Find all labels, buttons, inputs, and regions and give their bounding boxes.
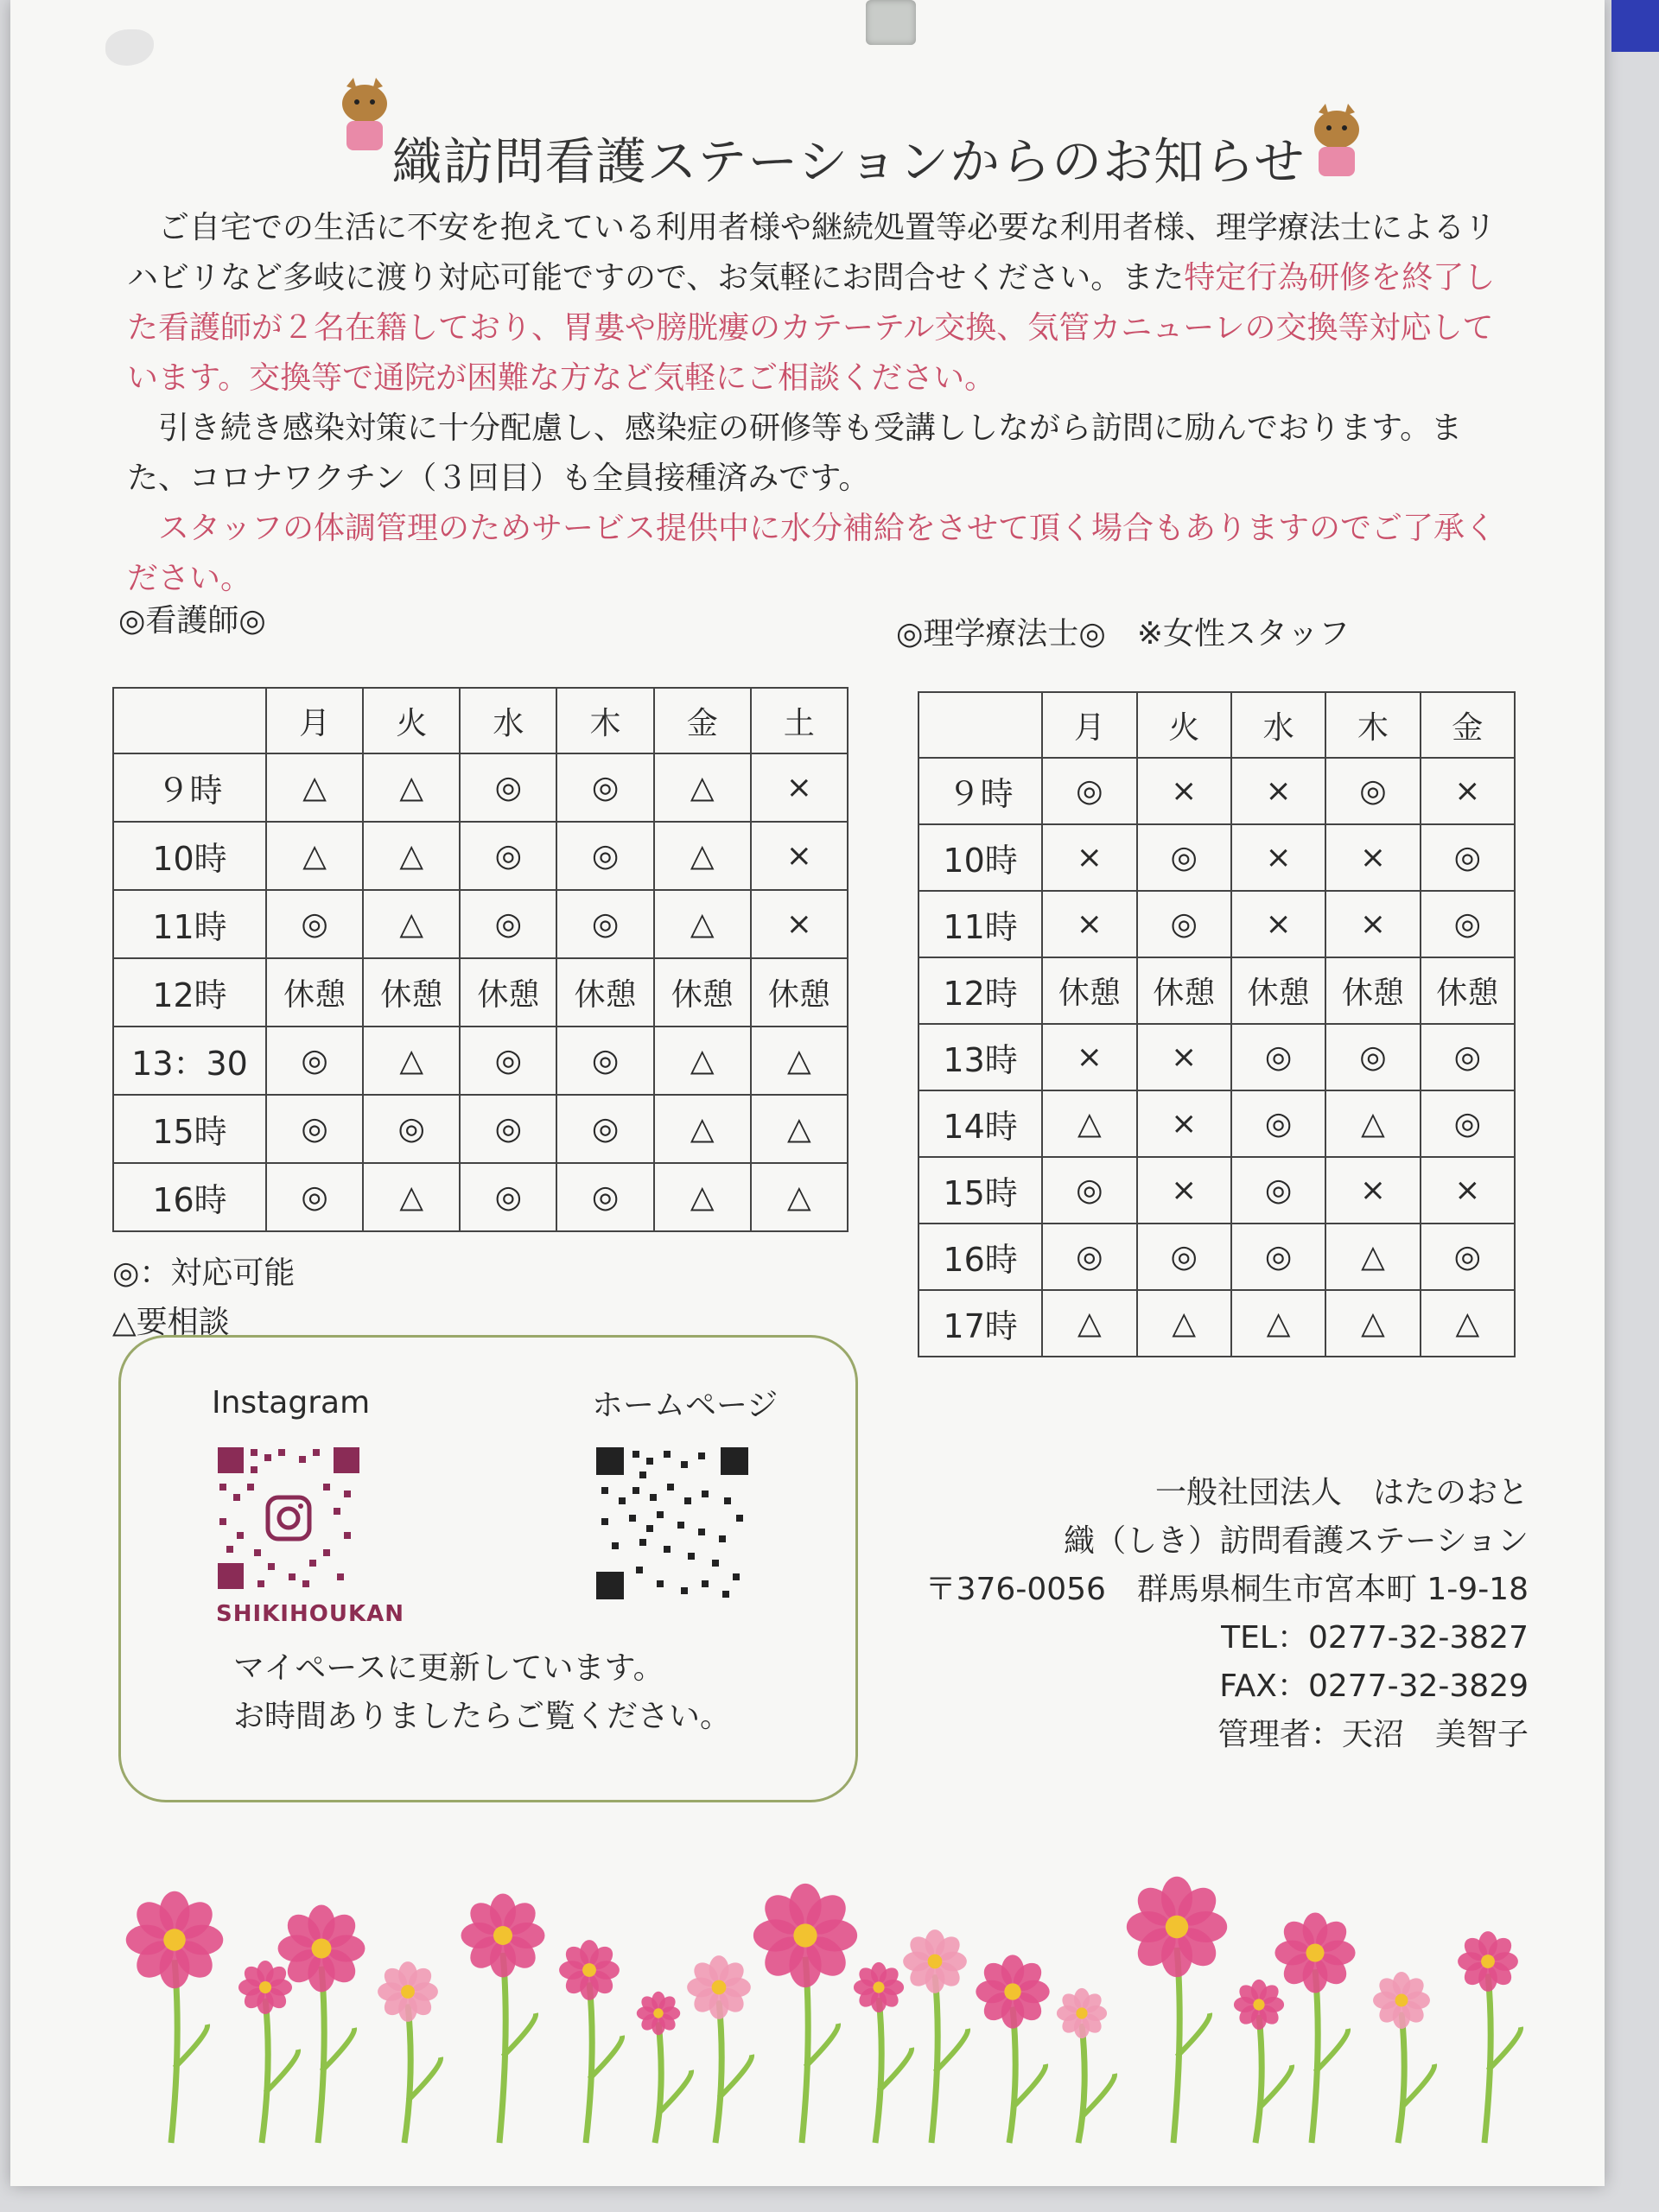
pt-status-cell: ×: [1042, 824, 1136, 891]
pt-status-cell: 休憩: [1325, 957, 1420, 1024]
intro-p1-highlight: 特定行為研修を終了した看護師が２名在籍しており、胃婁や膀胱瘻のカテーテル交換、気管カニューレの交換等対応しています。交換等で通院が困難な方など気軽にご相談ください。: [127, 260, 1496, 396]
intro-paragraph-1: [127, 203, 1514, 404]
nurse-status-cell: ◎: [460, 753, 556, 822]
postal-address: [785, 1566, 1529, 1614]
nurse-status-cell: ◎: [460, 1163, 556, 1231]
pt-status-cell: ×: [1231, 891, 1325, 957]
pt-time-cell: 11時: [918, 891, 1042, 957]
pt-status-cell: ◎: [1042, 758, 1136, 824]
pt-time-cell: ９時: [918, 758, 1042, 824]
nurse-table-row: [113, 1027, 848, 1095]
pt-time-cell: 15時: [918, 1157, 1042, 1224]
pt-status-cell: ◎: [1042, 1224, 1136, 1290]
nurse-status-cell: 休憩: [556, 958, 653, 1027]
station-name: 織（しき）訪問看護ステーション: [1064, 1523, 1529, 1559]
pt-status-cell: ◎: [1421, 824, 1515, 891]
instagram-label: Instagram: [212, 1385, 371, 1421]
page-title: 織訪問看護ステーションからのお知らせ: [391, 132, 1306, 191]
nurse-table-body: [113, 753, 848, 1231]
cosmos-flower: [687, 1955, 752, 2143]
pt-status-cell: 休憩: [1231, 957, 1325, 1024]
pt-day-header: 木: [1325, 692, 1420, 758]
tape-clip: [866, 0, 916, 45]
homepage-qr-code[interactable]: [594, 1446, 750, 1601]
nurse-status-cell: △: [363, 1163, 460, 1231]
pt-status-cell: △: [1325, 1290, 1420, 1357]
cosmos-flowers-illustration: [97, 1840, 1548, 2152]
nurse-status-cell: △: [751, 1163, 848, 1231]
pt-status-cell: ×: [1231, 824, 1325, 891]
pt-status-cell: 休憩: [1137, 957, 1231, 1024]
fax-number: FAX：0277-32-3829: [1219, 1669, 1529, 1704]
cosmos-flower: [1127, 1877, 1227, 2143]
cosmos-flower: [559, 1940, 622, 2143]
nurse-status-cell: ◎: [460, 822, 556, 890]
pt-status-cell: △: [1042, 1090, 1136, 1157]
pt-status-cell: 休憩: [1042, 957, 1136, 1024]
notice-paper: [10, 0, 1605, 2186]
nurse-status-cell: ◎: [556, 890, 653, 958]
nurse-status-cell: △: [751, 1095, 848, 1163]
nurse-schedule-table: [112, 687, 849, 1232]
punch-hole: [105, 29, 154, 66]
pt-day-header: 水: [1231, 692, 1325, 758]
nurse-status-cell: ◎: [266, 890, 363, 958]
nurse-status-cell: △: [654, 890, 751, 958]
pt-status-cell: ×: [1137, 758, 1231, 824]
manager-name: 管理者：天沼 美智子: [1217, 1717, 1529, 1752]
pt-day-header: 金: [1421, 692, 1515, 758]
pt-table-row: [918, 1157, 1515, 1224]
pt-table-corner: [918, 692, 1042, 758]
cosmos-flower: [976, 1955, 1049, 2143]
pt-status-cell: ◎: [1231, 1157, 1325, 1224]
cosmos-flower: [278, 1905, 365, 2143]
nurse-status-cell: ×: [751, 890, 848, 958]
nurse-status-cell: △: [266, 753, 363, 822]
nurse-table-row: [113, 753, 848, 822]
nurse-status-cell: ◎: [556, 1027, 653, 1095]
pt-day-header: 火: [1137, 692, 1231, 758]
pt-status-cell: ×: [1421, 758, 1515, 824]
nurse-status-cell: 休憩: [654, 958, 751, 1027]
cosmos-flower: [1274, 1912, 1355, 2143]
nurse-status-cell: ◎: [460, 1095, 556, 1163]
nurse-time-cell: 15時: [113, 1095, 266, 1163]
pt-status-cell: △: [1325, 1090, 1420, 1157]
nurse-table-corner: [113, 688, 266, 753]
cosmos-flower: [1373, 1972, 1434, 2143]
nurse-day-header: 火: [363, 688, 460, 753]
pt-day-header: 月: [1042, 692, 1136, 758]
intro-paragraph-3: スタッフの体調管理のためサービス提供中に水分補給をさせて頂く場合もありますのでご了承ください。: [127, 511, 1497, 596]
mascot-right-icon: [1306, 104, 1367, 181]
intro-p1-text: ご自宅での生活に不安を抱えている利用者様や継続処置等必要な利用者様、理学療法士によるリハビリなど多岐に渡り対応可能ですので、お気軽にお問合せください。また: [127, 210, 1497, 296]
street-address: 群馬県桐生市宮本町 1-9-18: [1136, 1572, 1529, 1607]
pt-time-cell: 14時: [918, 1090, 1042, 1157]
background-edge: [1611, 0, 1659, 52]
nurse-status-cell: ◎: [556, 822, 653, 890]
pt-status-cell: 休憩: [1421, 957, 1515, 1024]
cosmos-flower: [854, 1962, 912, 2143]
nurse-status-cell: △: [654, 753, 751, 822]
pt-table-row: [918, 957, 1515, 1024]
qr-message-line-1: マイペースに更新しています。: [233, 1650, 664, 1686]
nurse-status-cell: ×: [751, 753, 848, 822]
pt-status-cell: ◎: [1137, 824, 1231, 891]
legend-available: ◎：対応可能: [112, 1255, 296, 1291]
nurse-table-row: [113, 1163, 848, 1231]
cosmos-flower: [753, 1884, 857, 2143]
nurse-time-cell: 11時: [113, 890, 266, 958]
address-block: [785, 1469, 1529, 1759]
nurse-day-header: 土: [751, 688, 848, 753]
pt-table-row: [918, 891, 1515, 957]
pt-status-cell: ×: [1325, 1157, 1420, 1224]
pt-status-cell: ◎: [1042, 1157, 1136, 1224]
pt-table-row: [918, 758, 1515, 824]
nurse-status-cell: △: [363, 822, 460, 890]
cosmos-flower: [126, 1891, 224, 2143]
instagram-account-name: SHIKIHOUKAN: [216, 1601, 404, 1627]
pt-table-header: [918, 692, 1515, 758]
nurse-time-cell: 16時: [113, 1163, 266, 1231]
nurse-status-cell: △: [654, 822, 751, 890]
pt-time-cell: 13時: [918, 1024, 1042, 1090]
pt-status-cell: ×: [1137, 1024, 1231, 1090]
nurse-status-cell: ◎: [266, 1163, 363, 1231]
nurse-status-cell: 休憩: [266, 958, 363, 1027]
nurse-section-label: ◎看護師◎: [118, 603, 266, 639]
nurse-status-cell: ◎: [266, 1095, 363, 1163]
pt-status-cell: ×: [1325, 824, 1420, 891]
pt-status-cell: △: [1325, 1224, 1420, 1290]
pt-status-cell: ◎: [1421, 891, 1515, 957]
nurse-day-header: 月: [266, 688, 363, 753]
cosmos-flower: [461, 1894, 545, 2144]
pt-status-cell: ×: [1137, 1157, 1231, 1224]
cosmos-flower: [1234, 1980, 1292, 2143]
pt-section-label: ◎理学療法士◎ ※女性スタッフ: [896, 616, 1350, 652]
nurse-status-cell: △: [363, 890, 460, 958]
cosmos-flower: [637, 1992, 691, 2143]
nurse-table-row: [113, 890, 848, 958]
nurse-status-cell: 休憩: [751, 958, 848, 1027]
intro-paragraph-2: 引き続き感染対策に十分配慮し、感染症の研修等も受講ししながら訪問に励んでおります。また、コロナワクチン（３回目）も全員接種済みです。: [127, 410, 1463, 496]
nurse-status-cell: 休憩: [460, 958, 556, 1027]
nurse-table-header: [113, 688, 848, 753]
legend-consult: △要相談: [112, 1305, 230, 1340]
nurse-status-cell: △: [654, 1027, 751, 1095]
pt-status-cell: ×: [1042, 1024, 1136, 1090]
nurse-status-cell: ◎: [460, 1027, 556, 1095]
homepage-label: ホームページ: [592, 1388, 779, 1423]
pt-status-cell: ◎: [1231, 1024, 1325, 1090]
pt-status-cell: ×: [1137, 1090, 1231, 1157]
nurse-table-row: [113, 822, 848, 890]
pt-status-cell: ◎: [1325, 1024, 1420, 1090]
pt-table-body: [918, 758, 1515, 1357]
nurse-status-cell: ◎: [460, 890, 556, 958]
nurse-table-row: [113, 1095, 848, 1163]
nurse-time-cell: ９時: [113, 753, 266, 822]
cosmos-flower: [1458, 1931, 1521, 2143]
cosmos-flower: [903, 1929, 968, 2143]
pt-status-cell: △: [1137, 1290, 1231, 1357]
nurse-time-cell: 10時: [113, 822, 266, 890]
nurse-status-cell: 休憩: [363, 958, 460, 1027]
postal-code: 〒376-0056: [925, 1572, 1106, 1607]
cosmos-flower: [238, 1961, 298, 2143]
nurse-day-header: 水: [460, 688, 556, 753]
pt-time-cell: 16時: [918, 1224, 1042, 1290]
pt-table-row: [918, 824, 1515, 891]
pt-status-cell: ×: [1421, 1157, 1515, 1224]
nurse-status-cell: ◎: [556, 753, 653, 822]
nurse-status-cell: △: [654, 1163, 751, 1231]
pt-status-cell: ◎: [1231, 1224, 1325, 1290]
pt-status-cell: ×: [1325, 891, 1420, 957]
instagram-qr-code[interactable]: [216, 1446, 361, 1591]
nurse-status-cell: △: [363, 753, 460, 822]
pt-status-cell: △: [1042, 1290, 1136, 1357]
pt-status-cell: △: [1231, 1290, 1325, 1357]
pt-status-cell: ◎: [1325, 758, 1420, 824]
nurse-status-cell: ◎: [556, 1095, 653, 1163]
intro-text: [127, 203, 1514, 604]
pt-schedule-table: [918, 691, 1516, 1357]
nurse-table-row: [113, 958, 848, 1027]
nurse-status-cell: △: [363, 1027, 460, 1095]
org-name: 一般社団法人 はたのおと: [1154, 1475, 1529, 1510]
pt-status-cell: ×: [1231, 758, 1325, 824]
qr-message: [233, 1644, 731, 1741]
pt-time-cell: 12時: [918, 957, 1042, 1024]
qr-message-line-2: お時間ありましたらご覧ください。: [233, 1699, 732, 1734]
nurse-status-cell: △: [654, 1095, 751, 1163]
pt-status-cell: ◎: [1137, 891, 1231, 957]
qr-info-box: [118, 1335, 858, 1802]
tel-number[interactable]: TEL：0277-32-3827: [1221, 1620, 1529, 1656]
cosmos-flower: [1057, 1988, 1115, 2143]
nurse-status-cell: △: [266, 822, 363, 890]
pt-status-cell: ◎: [1421, 1090, 1515, 1157]
pt-status-cell: ◎: [1421, 1024, 1515, 1090]
nurse-status-cell: ◎: [556, 1163, 653, 1231]
nurse-day-header: 金: [654, 688, 751, 753]
pt-status-cell: ◎: [1137, 1224, 1231, 1290]
pt-status-cell: ◎: [1421, 1224, 1515, 1290]
nurse-day-header: 木: [556, 688, 653, 753]
nurse-time-cell: 12時: [113, 958, 266, 1027]
nurse-status-cell: ◎: [363, 1095, 460, 1163]
pt-time-cell: 10時: [918, 824, 1042, 891]
pt-table-row: [918, 1024, 1515, 1090]
nurse-status-cell: ×: [751, 822, 848, 890]
nurse-time-cell: 13：30: [113, 1027, 266, 1095]
pt-status-cell: ◎: [1231, 1090, 1325, 1157]
pt-table-row: [918, 1090, 1515, 1157]
pt-time-cell: 17時: [918, 1290, 1042, 1357]
pt-table-row: [918, 1224, 1515, 1290]
nurse-status-cell: △: [751, 1027, 848, 1095]
cosmos-flower: [378, 1961, 441, 2143]
pt-status-cell: ×: [1042, 891, 1136, 957]
pt-table-row: [918, 1290, 1515, 1357]
nurse-status-cell: ◎: [266, 1027, 363, 1095]
pt-status-cell: △: [1421, 1290, 1515, 1357]
